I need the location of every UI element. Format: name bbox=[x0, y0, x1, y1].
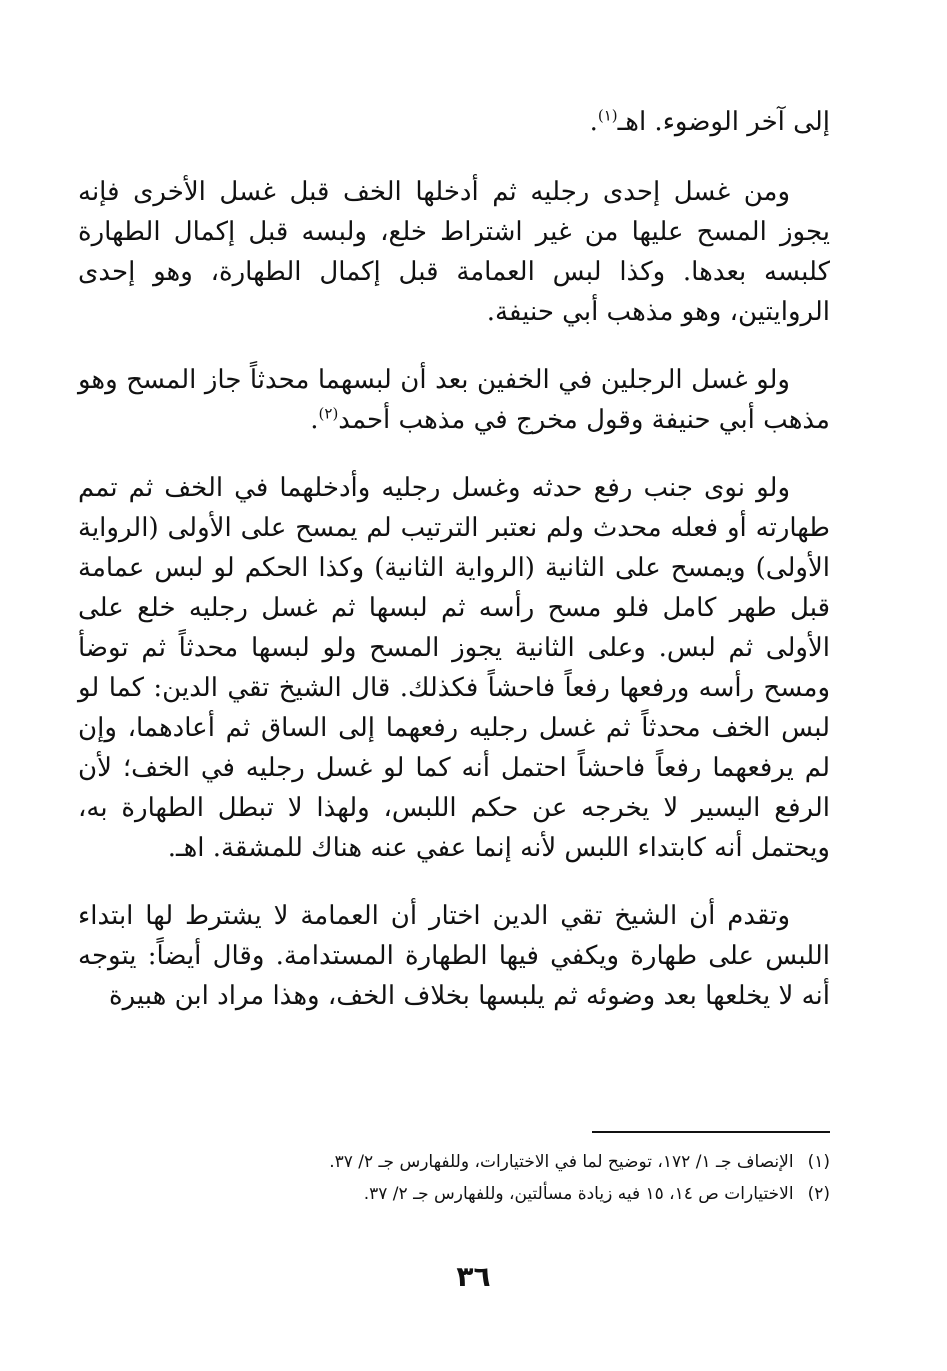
footnote-2 bbox=[78, 1178, 830, 1210]
paragraph-1-text: إلى آخر الوضوء. اهـ bbox=[617, 107, 830, 137]
paragraph-1-tail: . bbox=[589, 107, 598, 137]
page-number: ٣٦ bbox=[456, 1260, 491, 1293]
footnote-2-number: (٢) bbox=[807, 1184, 830, 1204]
footnote-1-text: الإنصاف جـ ١/ ١٧٢، توضيح لما في الاختيارات، وللفهارس جـ ٢/ ٣٧. bbox=[329, 1152, 794, 1172]
footnotes bbox=[78, 1146, 830, 1210]
footnote-divider bbox=[592, 1131, 830, 1133]
paragraph-2 bbox=[78, 172, 830, 332]
paragraph-1 bbox=[78, 102, 830, 142]
footnote-ref-2[interactable]: (٢) bbox=[318, 404, 339, 423]
paragraph-2-text: ومن غسل إحدى رجليه ثم أدخلها الخف قبل غسل الأخرى فإنه يجوز المسح عليها من غير اشتراط خلع، ولبسه قبل إكمال الطهارة كلبسه بعدها. وكذا لبس العمامة قبل إكمال الطهارة، وهو إحدى الروايتين، وهو مذهب أبي حنيفة. bbox=[78, 177, 830, 327]
footnote-1 bbox=[78, 1146, 830, 1178]
paragraph-3 bbox=[78, 360, 830, 440]
footnote-2-text: الاختيارات ص ١٤، ١٥ فيه زيادة مسألتين، وللفهارس جـ ٢/ ٣٧. bbox=[363, 1184, 794, 1204]
paragraph-5 bbox=[78, 896, 830, 1016]
paragraph-3-text: ولو غسل الرجلين في الخفين بعد أن لبسهما محدثاً جاز المسح وهو مذهب أبي حنيفة وقول مخرج في مذهب أحمد bbox=[78, 365, 830, 435]
paragraph-5-text: وتقدم أن الشيخ تقي الدين اختار أن العمامة لا يشترط لها ابتداء اللبس على طهارة ويكفي فيها الطهارة المستدامة. وقال أيضاً: يتوجه أنه لا يخلعها بعد وضوئه ثم يلبسها بخلاف الخف، وهذا مراد ابن هبيرة bbox=[78, 901, 830, 1011]
footnote-ref-1[interactable]: (١) bbox=[597, 106, 618, 125]
page-body bbox=[78, 102, 830, 1016]
paragraph-3-tail: . bbox=[310, 405, 319, 435]
footnote-1-number: (١) bbox=[807, 1152, 830, 1172]
paragraph-4-text: ولو نوى جنب رفع حدثه وغسل رجليه وأدخلهما في الخف ثم تمم طهارته أو فعله محدث ولم نعتبر الترتيب لم يمسح على الأولى (الرواية الأولى) ويمسح على الثانية (الرواية الثانية) وكذا الحكم لو لبس عمامة قبل طهر كامل فلو مسح رأسه ثم لبسها ثم غسل رجليه خلع على الأولى ثم لبس. وعلى الثانية يجوز المسح ولو لبسها محدثاً ثم توضأ ومسح رأسه ورفعها رفعاً فاحشاً فكذلك. قال الشيخ تقي الدين: كما لو لبس الخف محدثاً ثم غسل رجليه رفعهما إلى الساق ثم أعادهما، وإن لم يرفعهما رفعاً فاحشاً احتمل أنه كما لو غسل رجليه في الخف؛ لأن الرفع اليسير لا يخرجه عن حكم اللبس، ولهذا لا تبطل الطهارة به، ويحتمل أنه كابتداء اللبس لأنه إنما عفي عنه هناك للمشقة. اهـ. bbox=[78, 473, 830, 863]
paragraph-4 bbox=[78, 468, 830, 868]
